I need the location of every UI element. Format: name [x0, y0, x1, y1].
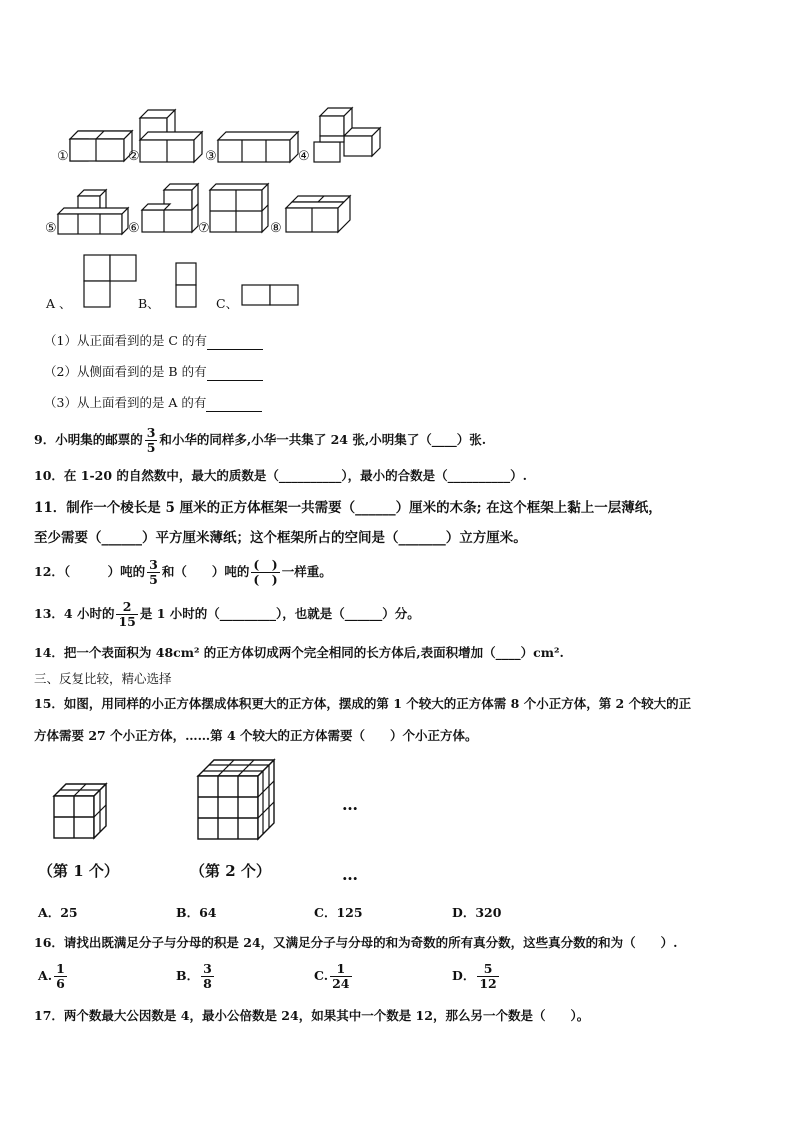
section-3-heading: 三、反复比较，精心选择: [34, 671, 172, 686]
q8-sub-1-blank[interactable]: [207, 336, 263, 350]
figure-4-cubes: [314, 108, 380, 162]
q9-before: 9．小明集的邮票的: [34, 432, 143, 447]
q16-c-den: 24: [332, 976, 350, 991]
q12-part1: 12．（ ）吨的: [34, 564, 146, 579]
q9-den: 5: [146, 440, 156, 455]
q16-option-b-label: B．: [176, 968, 200, 983]
q15-option-d[interactable]: [452, 904, 501, 922]
cube-3x3x3: [198, 760, 274, 839]
q16-option-a-fraction: [54, 962, 67, 991]
q16-b-num: 3: [203, 961, 212, 976]
question-10: 10．在 1-20 的自然数中，最大的质数是（__________），最小的合数是（__________）.: [34, 468, 527, 483]
q13-part1: 13．4 小时的: [34, 606, 115, 621]
view-label-c: C、: [216, 296, 239, 311]
view-c-squares: [242, 285, 298, 305]
q16-a-num: 1: [56, 961, 65, 976]
figure-5-cubes: [58, 190, 128, 234]
q16-option-b[interactable]: [176, 962, 216, 991]
q15-option-b[interactable]: [176, 904, 216, 922]
q13-part2: 是 1 小时的（_________），也就是（______）分。: [139, 606, 420, 621]
q15-fig-label-2: （第 2 个）: [190, 862, 271, 880]
shape-label-7: ⑦: [198, 221, 210, 236]
question-17: 17．两个数最大公因数是 4，最小公倍数是 24，如果其中一个数是 12，那么另一个数是（ ）。: [34, 1008, 590, 1023]
q16-a-den: 6: [56, 976, 65, 991]
q15-option-b-value: 64: [199, 905, 217, 920]
q15-cubes-drawing: [40, 755, 380, 845]
q15-fig-label-1: （第 1 个）: [38, 862, 119, 880]
shape-label-5: ⑤: [45, 221, 57, 236]
shape-label-2: ②: [128, 149, 140, 164]
q16-b-den: 8: [203, 976, 212, 991]
q15-option-c-label: C．: [314, 905, 337, 920]
q15-option-a-label: A．: [38, 905, 61, 920]
question-11-line-1: 11．制作一个棱长是 5 厘米的正方体框架一共需要（______）厘米的木条; 在这个框架上黏上一层薄纸，: [34, 500, 662, 516]
shape-label-6: ⑥: [128, 221, 140, 236]
q9-after: 和小华的同样多,小华一共集了 24 张,小明集了（____）张.: [159, 432, 487, 447]
q16-option-d[interactable]: [452, 962, 501, 991]
q8-sub-3-blank[interactable]: [206, 398, 262, 412]
figure-3-cubes: [218, 132, 298, 162]
q16-d-den: 12: [479, 976, 497, 991]
q15-option-c[interactable]: [314, 904, 363, 922]
question-11-line-2: 至少需要（______）平方厘米薄纸；这个框架所占的空间是（_______）立方厘米。: [34, 530, 527, 546]
q16-option-a-label: A.: [38, 968, 53, 983]
q12-num2: ( ): [253, 557, 278, 572]
q8-sub-2-text: （2）从侧面看到的是 B 的有: [44, 364, 207, 379]
question-12: [34, 558, 332, 587]
question-13: [34, 600, 420, 629]
q12-den1: 5: [149, 572, 158, 587]
q12-part3: 一样重。: [281, 564, 332, 579]
q13-den: 15: [118, 614, 136, 629]
q15-option-b-label: B．: [176, 905, 200, 920]
question-9: [34, 426, 486, 455]
cube-2x2x2: [54, 784, 106, 838]
q13-fraction: [116, 600, 137, 629]
view-a-squares: [84, 255, 136, 307]
figure-7-cubes: [210, 184, 268, 232]
cube-figures-drawing: [0, 0, 794, 320]
q13-num: 2: [116, 600, 137, 615]
shape-label-4: ④: [298, 149, 310, 164]
q12-part2: 和（ ）吨的: [161, 564, 250, 579]
q15-option-d-label: D．: [452, 905, 476, 920]
shape-label-3: ③: [205, 149, 217, 164]
q16-option-c-fraction: [330, 962, 351, 991]
view-label-b: B、: [138, 296, 160, 311]
q12-fraction-1: [147, 558, 160, 587]
q16-option-d-fraction: [477, 962, 498, 991]
q15-cube-figures: [40, 755, 380, 845]
q16-d-num: 5: [477, 962, 498, 977]
q8-sub-2-blank[interactable]: [207, 367, 263, 381]
q16-option-d-label: D．: [452, 968, 476, 983]
q16-option-a[interactable]: [38, 962, 69, 991]
q16-c-num: 1: [330, 962, 351, 977]
q16-option-c-label: C.: [314, 968, 329, 983]
cube-figures: [0, 0, 794, 320]
shape-label-1: ①: [57, 149, 69, 164]
q15-dots-top: …: [342, 795, 358, 814]
figure-2-cubes: [140, 110, 202, 162]
view-b-squares: [176, 263, 196, 307]
q8-sub-3-text: （3）从上面看到的是 A 的有: [44, 395, 207, 410]
q12-num1: 3: [149, 557, 158, 572]
q15-option-a-value: 25: [60, 905, 78, 920]
q8-sub-3: [44, 394, 262, 412]
q16-option-b-fraction: [201, 962, 214, 991]
shape-label-8: ⑧: [270, 221, 282, 236]
q15-dots-bottom: …: [342, 865, 358, 884]
q8-sub-2: [44, 363, 263, 381]
q16-option-c[interactable]: [314, 962, 354, 991]
question-15-line-1: 15．如图，用同样的小正方体摆成体积更大的正方体，摆成的第 1 个较大的正方体需 8 个小正方体，第 2 个较大的正: [34, 696, 692, 711]
q12-fraction-2: [251, 558, 279, 587]
q15-option-c-value: 125: [336, 905, 363, 920]
question-15-line-2: 方体需要 27 个小正方体，……第 4 个较大的正方体需要（ ）个小正方体。: [34, 728, 478, 743]
q8-sub-1: [44, 332, 263, 350]
question-16: 16．请找出既满足分子与分母的积是 24，又满足分子与分母的和为奇数的所有真分数，这些真分数的和为（ ）.: [34, 935, 678, 950]
figure-8-cubes: [286, 196, 350, 232]
figure-1-cubes: [70, 131, 132, 161]
figure-6-cubes: [142, 184, 198, 232]
view-label-a: A 、: [46, 296, 72, 311]
question-14: 14．把一个表面积为 48cm² 的正方体切成两个完全相同的长方体后,表面积增加（____）cm².: [34, 645, 564, 660]
q8-sub-1-text: （1）从正面看到的是 C 的有: [44, 333, 207, 348]
q15-option-a[interactable]: [38, 904, 78, 922]
q9-num: 3: [146, 425, 156, 440]
q15-option-d-value: 320: [475, 905, 502, 920]
q9-fraction: [145, 426, 158, 455]
q12-den2: ( ): [253, 572, 278, 587]
